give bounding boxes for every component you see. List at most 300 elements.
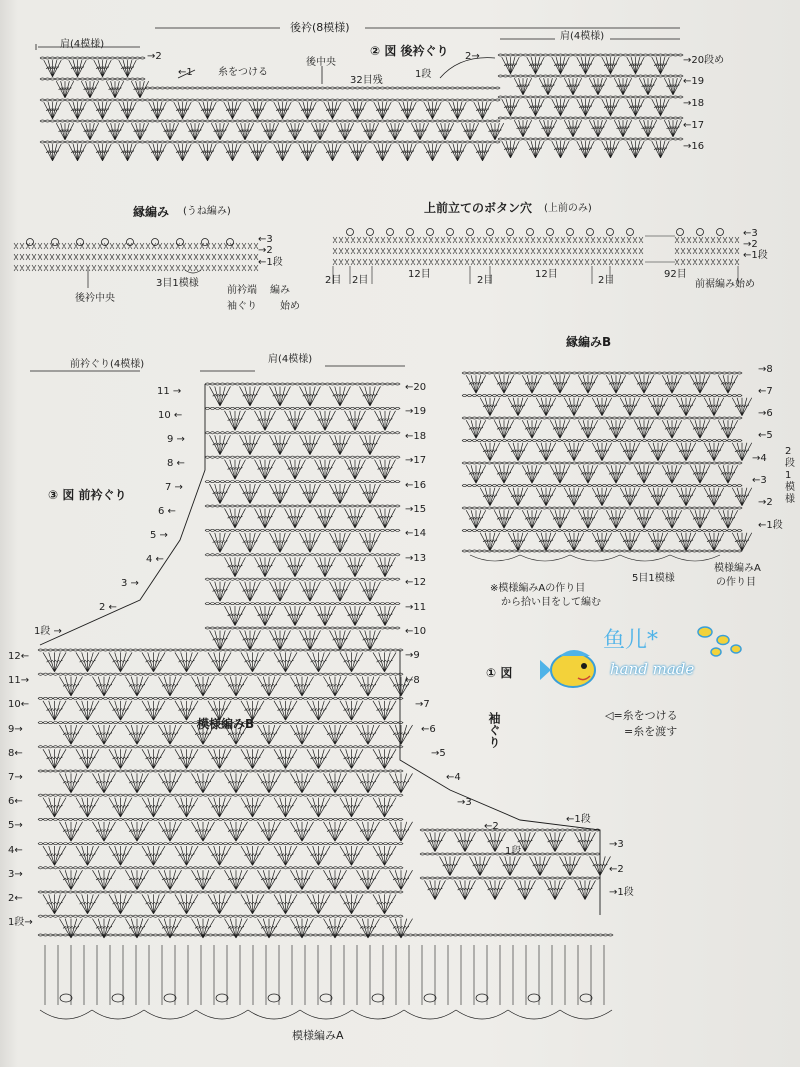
armhole-fan [590,856,611,875]
body-fan [175,846,198,865]
patternb-row-1: ←1段 [758,520,783,531]
fig3-right-row-6: ←14 [405,528,427,540]
body-fan [356,677,379,696]
patternb-fan [536,443,556,461]
body-left-row-8: 4← [8,844,23,856]
fig2-mid-fan [324,102,342,119]
button-picot-icon [467,229,474,236]
body-fan [257,822,280,841]
patternb-fan [620,443,640,461]
body-fan [59,822,82,841]
fig2-mid-fan [211,123,229,140]
watermark-logo [540,620,750,695]
fig3-right-row-19: 1段 [505,845,522,857]
fig3-neck-chain-6 [205,529,400,531]
patternb-fan [536,533,556,551]
fig3-neck-chain-3 [205,456,400,458]
body-fan [340,749,363,768]
hem-picot-icon [216,994,228,1002]
body-fan [356,725,379,744]
fig2-row-20: →20段め [683,55,725,66]
body-fan [59,870,82,889]
edge-sleeve: 袖ぐり [227,301,257,312]
edge-sc-row-2 [14,265,258,271]
hem-scallops [40,1010,612,1019]
patternb-fan [648,443,668,461]
patternb-fan [480,488,500,506]
body-fan [208,798,231,817]
fig2-header-right: 肩(4模様) [560,31,605,42]
fig3-neck-fan [210,533,231,553]
fig3-neck-chain-10 [205,627,400,629]
body-fan [257,773,280,792]
fig2-mid-chain-2 [145,141,500,143]
fig3-neck-chain-0 [205,383,400,385]
hem-picot-icon [372,994,384,1002]
patternb-fan [522,465,542,483]
fig2-right-fan [527,141,545,158]
patternb-fan [466,420,486,438]
patternb-fan [718,375,738,393]
fig3-right-row-7: →13 [405,552,427,564]
fig3-right-row-0: ←20 [405,382,427,393]
fig3-neck-fan [270,435,291,455]
fig2-mid-fan [436,123,454,140]
patternb-fan [466,465,486,483]
fig2-mid-fan [374,144,392,161]
patternb-fan [480,398,500,416]
body-fan [175,652,198,671]
fig2-right-row2: 2→ [465,51,480,62]
fig3-neck-chain-7 [205,554,400,556]
body-fan [323,725,346,744]
patternb-fan [508,443,528,461]
fig2-remain-label: 32目残 [350,75,383,86]
body-fan [76,749,99,768]
body-left-row-7: 5→ [8,820,23,832]
body-fan [323,870,346,889]
body-fan [340,701,363,720]
patternb-fan [676,533,696,551]
body-fan [224,822,247,841]
patternb-repeat-mo: 模 [785,482,795,493]
patternb-fan [466,375,486,393]
patternb-fan [522,510,542,528]
fig3-neck-fan [300,630,321,650]
body-fan [158,870,181,889]
patternb-fan [718,510,738,528]
patternb-fan [564,398,584,416]
body-left-row-6: 6← [8,796,23,808]
edge-picot-icon [202,239,209,246]
fig2-mid-fan [249,102,267,119]
body-fan [142,798,165,817]
patternb-fan [634,375,654,393]
patternb-base-1: 模様編みA [714,563,761,574]
fig3-neck-fan [285,606,306,626]
body-fan [307,894,330,913]
patternb-fan [550,375,570,393]
fig3-right-row-11: →9 [405,650,420,662]
patternb-row-2: →2 [758,497,773,508]
patternb-row-4: →4 [752,453,767,464]
button-picot-icon [427,229,434,236]
body-left-row-1: 11→ [8,675,30,687]
body-fan [175,894,198,913]
fig3-right-row-10: ←10 [405,626,427,637]
fig3-neck-fan [345,508,366,528]
armhole-chain-2 [420,877,600,879]
body-left-row-3: 9→ [8,723,23,735]
edge-row-3: ←3 [258,234,273,245]
body-fan [307,749,330,768]
body-fan [373,749,396,768]
fig2-right-fan [627,141,645,158]
fig3-neck-chain-4 [205,481,400,483]
body-chain-5 [38,770,403,772]
fig3-left-row-10: 1段 → [34,626,62,637]
fig2-left-chain-3 [40,120,145,122]
patternb-fan [648,488,668,506]
fig2-row-18: →18 [683,98,705,109]
body-fan [290,773,313,792]
fig2-mid-fan [174,144,192,161]
fig3-neck-fan [315,606,336,626]
body-fan [59,725,82,744]
fig3-neck-chain-9 [205,603,400,605]
patternb-repeat-2: 2 [785,446,792,457]
patternb-fan [648,398,668,416]
fig3-neck-fan [225,411,246,431]
edge-picot-icon [52,239,59,246]
fig3-header-left: 前衿ぐり(4模様) [70,359,145,370]
edge-repeat-label: 3目1模様 [156,278,199,289]
fig2-right-fan [552,57,570,74]
patternb-row-7: ←7 [758,386,773,397]
fig2-left-fan [94,102,112,119]
fig1-subtitle: 袖ぐり [487,712,501,748]
fig3-left-row-5: 6 ← [158,506,176,517]
body-fan [76,652,99,671]
fig2-right-fan [602,141,620,158]
body-chain-11 [38,915,403,917]
armhole-fan [545,880,566,899]
body-fan [142,846,165,865]
fig3-neck-fan [330,435,351,455]
body-chain-2 [38,697,403,699]
body-fan [389,725,412,744]
patternb-fan [508,488,528,506]
fig3-left-row-2: 9 → [167,434,185,445]
fig3-neck-fan [345,460,366,480]
body-fan [257,870,280,889]
fig3-neck-fan [210,386,231,406]
fig3-neck-fan [360,630,381,650]
fig3-neck-fan [255,411,276,431]
body-fan [356,773,379,792]
fig3-neck-fan [375,460,396,480]
patternb-fan [550,510,570,528]
body-fan [109,749,132,768]
body-fan [224,870,247,889]
armhole-fan [455,880,476,899]
fig3-left-row-0: 11 → [157,386,182,397]
fig3-right-row-3: →17 [405,455,427,467]
patternb-row-8: →8 [758,364,773,375]
patternb-chain-7 [462,529,742,531]
fig3-left-row-1: 10 ← [158,410,183,421]
patternb-fan [690,510,710,528]
patternb-repeat: 5目1模様 [632,573,675,584]
fig2-right-row1: 1段 [415,69,432,80]
body-fan [59,677,82,696]
fig2-right-fan [577,99,595,116]
fig3-neck-fan [225,557,246,577]
patternb-fan [536,488,556,506]
hem-picot-icon [424,994,436,1002]
fig2-mid-fan [424,144,442,161]
edge-front-end: 前衿端 [227,285,257,296]
body-fan [43,701,66,720]
patternb-fan [620,488,640,506]
fig2-mid-fan [199,102,217,119]
fig3-neck-chain-5 [205,505,400,507]
patternb-fan [662,375,682,393]
fig2-mid-fan [461,123,479,140]
patternb-fan [606,465,626,483]
fig2-right-fan [527,57,545,74]
patternb-fan [690,420,710,438]
button-sc-left-1 [333,248,643,254]
button-sc-right-1 [675,248,739,254]
fig3-neck-fan [270,582,291,602]
fig2-right-fan [602,99,620,116]
fig2-row-17: ←17 [683,120,705,131]
patternb-fan [676,488,696,506]
fig3-neck-fan [210,435,231,455]
fig3-neck-fan [225,508,246,528]
button-count-6: 2目 [598,275,615,286]
body-fan [191,773,214,792]
fig2-mid-fan [449,144,467,161]
patternb-fan [634,420,654,438]
fig3-neck-fan [285,508,306,528]
fig2-mid-fan [174,102,192,119]
body-fan [92,822,115,841]
fig3-neck-fan [315,460,336,480]
body-fan [307,652,330,671]
patternb-chain-1 [462,394,742,396]
fig2-mid-fan [374,102,392,119]
button-picot-icon [547,229,554,236]
body-fan [125,919,148,938]
button-start-label: 前裾編み始め [695,279,755,290]
edge-row-1: ←1段 [258,257,283,268]
fig3-neck-fan [255,460,276,480]
button-picot-icon [527,229,534,236]
body-fan [125,822,148,841]
body-fan [373,798,396,817]
fig3-neck-fan [255,508,276,528]
fig2-left-fan [119,60,137,77]
fig2-mid-fan [336,123,354,140]
fig2-right-fan [639,78,657,95]
fig2-mid-fan [274,102,292,119]
fig3-neck-fan [270,533,291,553]
fig3-neck-fan [315,557,336,577]
fig2-right-fan [664,120,682,137]
button-sc-right-2 [675,259,739,265]
body-fan [158,677,181,696]
body-fan [109,798,132,817]
armhole-fan [440,856,461,875]
fig2-right-fan [502,57,520,74]
fig2-right-fan [652,57,670,74]
fig3-neck-fan [330,386,351,406]
body-chain-10 [38,891,403,893]
fig1-row-3: →3 [609,839,624,850]
fig2-neck-chain [145,87,500,89]
fig3-neck-chain-2 [205,432,400,434]
body-fan [142,749,165,768]
armhole-fan [575,832,596,851]
patternb-chain-5 [462,484,742,486]
patternb-fan [606,420,626,438]
button-sc-left-2 [333,259,643,265]
fig2-left-fan [81,81,99,98]
fig2-right-fan [627,57,645,74]
body-fan [142,701,165,720]
hem-picot-icon [112,994,124,1002]
patternb-chain-2 [462,417,742,419]
hem-picot-icon [580,994,592,1002]
patternb-fan [508,398,528,416]
fig3-left-row-3: 8 ← [167,458,185,469]
body-fan [125,870,148,889]
fig2-mid-chain-1 [145,120,500,122]
hem-picot-icon [60,994,72,1002]
fig3-neck-fan [360,533,381,553]
fig2-left-fan [81,123,99,140]
fig2-right-fan [564,120,582,137]
fig2-left-chain-2 [40,99,145,101]
body-fan [142,652,165,671]
fig3-left-row-6: 5 → [150,530,168,541]
button-subtitle: (上前のみ) [544,203,592,214]
patternb-base-arcs [470,555,720,561]
button-sc-right-0 [675,237,739,243]
edge-picot-icon [177,239,184,246]
edge-picot-icon [127,239,134,246]
fig3-header-right: 肩(4模様) [268,354,313,365]
fig2-mid-fan [449,102,467,119]
body-fan [76,701,99,720]
armhole-fan [530,856,551,875]
body-fan [208,749,231,768]
body-fan [373,701,396,720]
fig3-left-row-9: 2 ← [99,602,117,613]
patternb-fan [494,375,514,393]
patternb-fan [662,510,682,528]
fig3-neck-fan [300,484,321,504]
body-fan [109,701,132,720]
body-left-row-4: 8← [8,747,23,759]
hem-picot-icon [476,994,488,1002]
fig2-mid-fan [311,123,329,140]
button-row-2: →2 [743,239,758,250]
fig2-mid-fan [186,123,204,140]
patternb-fan [620,533,640,551]
body-fan [175,798,198,817]
patternb-fan [662,420,682,438]
fig3-neck-fan [255,557,276,577]
watermark-text-2: hand made [610,660,695,678]
body-fan [92,919,115,938]
body-fan [109,894,132,913]
patternb-fan [564,443,584,461]
body-fan [290,677,313,696]
button-title: 上前立てのボタン穴 [424,201,533,215]
fig3-right-row-5: →15 [405,504,427,515]
patternb-fan [466,510,486,528]
body-fan [43,894,66,913]
fig2-mid-fan [199,144,217,161]
body-fan [224,773,247,792]
button-picot-icon [407,229,414,236]
body-left-row-10: 2← [8,893,23,904]
patternb-title: 縁編みB [566,335,612,349]
body-fan [241,894,264,913]
patternb-base-2: の作り目 [716,577,756,588]
body-fan [191,677,214,696]
fig3-right-row-13: →7 [415,699,430,711]
button-count-2: 2目 [352,275,369,286]
body-fan [76,798,99,817]
fig2-right-fan [514,120,532,137]
fig2-mid-fan [299,144,317,161]
body-fan [158,822,181,841]
hem-picot-icon [528,994,540,1002]
edge-subtitle: (うね編み) [183,206,231,217]
fig2-right-chain-2 [498,96,683,98]
button-picot-icon [627,229,634,236]
fig2-center-label: 後中央 [306,57,336,68]
fig2-mid-chain-0 [145,99,500,101]
fig3-right-row-8: ←12 [405,577,427,589]
body-fan [92,725,115,744]
fig2-mid-fan [236,123,254,140]
fig2-mid-fan [224,144,242,161]
patternb-fan [718,420,738,438]
fig2-left-fan [119,144,137,161]
fig2-right-fan [577,141,595,158]
fig2-mid-fan [399,144,417,161]
fig3-neck-fan [285,557,306,577]
body-fan [241,846,264,865]
button-count-1: 2目 [325,275,342,286]
patternb-repeat-1: 1 [785,470,792,481]
fig3-neck-fan [345,411,366,431]
fig2-left-fan [106,123,124,140]
armhole-fan [485,880,506,899]
fig3-neck-fan [225,460,246,480]
patternb-fan [732,488,752,506]
body-left-row-9: 3→ [8,868,23,880]
body-fan [125,725,148,744]
fig2-right-fan [577,57,595,74]
fig3-left-row-4: 7 → [165,482,183,493]
body-fan [323,822,346,841]
